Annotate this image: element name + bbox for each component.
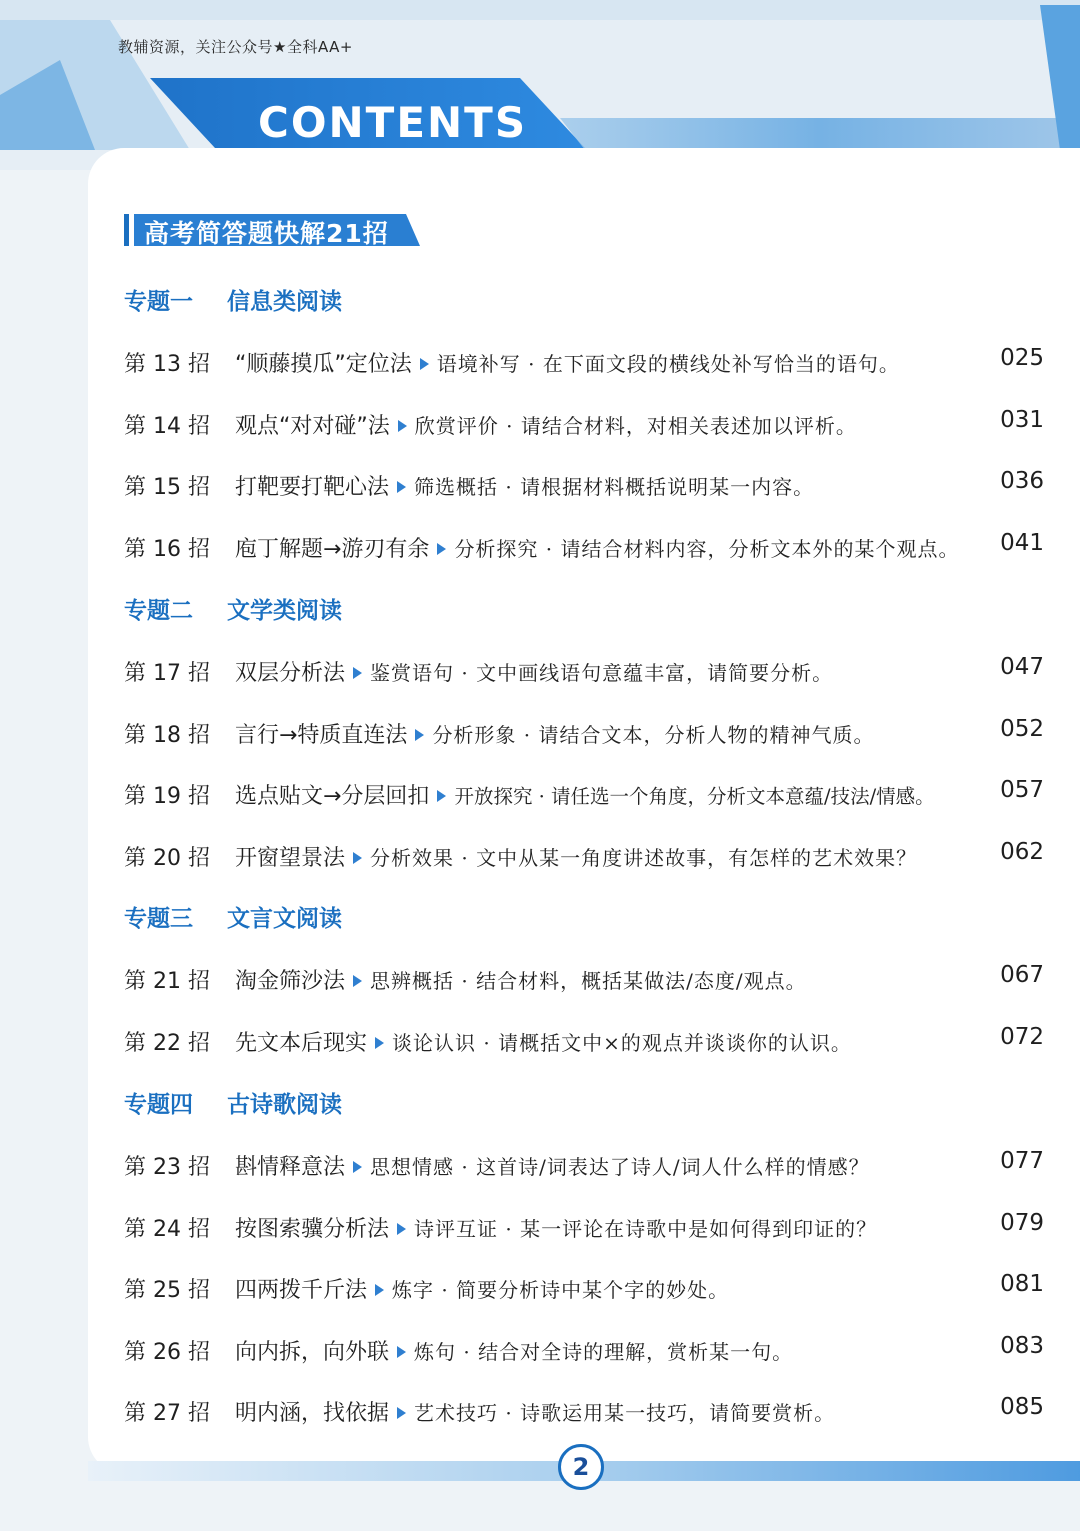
- triangle-arrow-icon: [415, 729, 424, 741]
- entry-number: 第 24 招: [124, 1216, 210, 1242]
- triangle-arrow-icon: [375, 1284, 384, 1296]
- toc-entry[interactable]: [124, 1209, 1044, 1244]
- triangle-arrow-icon: [420, 358, 429, 370]
- entry-page: 041: [1000, 529, 1044, 556]
- entry-page: 031: [1000, 406, 1044, 433]
- entry-method: 按图索骥分析法: [235, 1216, 390, 1242]
- triangle-arrow-icon: [353, 852, 362, 864]
- entry-method: 开窗望景法: [235, 845, 346, 871]
- entry-number: 第 27 招: [124, 1401, 210, 1426]
- entry-method-line: [235, 532, 960, 563]
- entry-page: 083: [1000, 1332, 1044, 1359]
- topic-name: 文学类阅读: [227, 598, 342, 624]
- entry-method: 选点贴文→分层回扣: [235, 784, 430, 809]
- toc-entry[interactable]: [124, 964, 1044, 996]
- entry-number: 第 20 招: [124, 845, 210, 871]
- entry-method-line: [235, 1273, 729, 1304]
- header-band: [0, 0, 1080, 170]
- triangle-arrow-icon: [353, 667, 362, 679]
- entry-page: 072: [1000, 1023, 1044, 1050]
- entry-page: 052: [1000, 715, 1044, 742]
- entry-method-line: [235, 1026, 852, 1057]
- entry-page: 085: [1000, 1394, 1044, 1420]
- entry-method: 斟情释意法: [235, 1155, 346, 1180]
- entry-number: 第 16 招: [124, 536, 210, 562]
- entry-description: 诗评互证 · 某一评论在诗歌中是如何得到印证的？: [414, 1216, 878, 1241]
- entry-number: 第 22 招: [124, 1030, 210, 1056]
- entry-description: 筛选概括 · 请根据材料概括说明某一内容。: [414, 475, 815, 499]
- entry-number: 第 15 招: [124, 475, 210, 500]
- entry-description: 开放探究 · 请任选一个角度，分析文本意蕴/技法/情感。: [454, 785, 935, 808]
- entry-number: 第 18 招: [124, 722, 210, 748]
- topic-name: 文言文阅读: [227, 906, 342, 932]
- entry-method: 观点“对对碰”法: [235, 413, 390, 439]
- toc-entry[interactable]: [124, 406, 1044, 441]
- entry-method-line: [235, 779, 935, 810]
- page-title: CONTENTS: [258, 98, 528, 147]
- entry-method-line: [235, 964, 807, 995]
- triangle-arrow-icon: [353, 975, 362, 987]
- topic-heading: [124, 900, 342, 933]
- entry-description: 艺术技巧 · 诗歌运用某一技巧，请简要赏析。: [414, 1401, 836, 1425]
- entry-method: 先文本后现实: [235, 1030, 368, 1056]
- triangle-arrow-icon: [397, 481, 406, 493]
- watermark-text: 教辅资源，关注公众号★全科AA+: [118, 38, 353, 56]
- entry-page: 025: [1000, 345, 1044, 371]
- entry-method-line: [235, 656, 833, 687]
- entry-method: 明内涵，找依据: [235, 1401, 390, 1426]
- entry-page: 081: [1000, 1271, 1044, 1297]
- entry-description: 谈论认识 · 请概括文中×的观点并谈谈你的认识。: [392, 1030, 852, 1055]
- toc-entry[interactable]: [124, 529, 1044, 564]
- entry-page: 079: [1000, 1209, 1044, 1236]
- entry-description: 思辨概括 · 结合材料，概括某做法/态度/观点。: [370, 969, 807, 993]
- entry-method: 庖丁解题→游刃有余: [235, 536, 430, 562]
- toc-entry[interactable]: [124, 1332, 1044, 1367]
- triangle-arrow-icon: [353, 1161, 362, 1173]
- toc-entry[interactable]: [124, 470, 1044, 502]
- triangle-arrow-icon: [375, 1037, 384, 1049]
- entry-method: “顺藤摸瓜”定位法: [235, 352, 412, 377]
- entry-method: 双层分析法: [235, 661, 346, 686]
- entry-method-line: [235, 409, 857, 440]
- toc-entry[interactable]: [124, 1273, 1044, 1305]
- triangle-arrow-icon: [437, 543, 446, 555]
- topic-name: 信息类阅读: [227, 289, 342, 315]
- entry-page: 067: [1000, 962, 1044, 988]
- entry-number: 第 21 招: [124, 969, 210, 994]
- entry-page: 036: [1000, 468, 1044, 494]
- entry-method-line: [235, 347, 900, 378]
- entry-description: 分析效果 · 文中从某一角度讲述故事，有怎样的艺术效果？: [370, 845, 918, 870]
- entry-method-line: [235, 470, 814, 501]
- entry-number: 第 19 招: [124, 784, 210, 809]
- entry-method-line: [235, 1396, 835, 1427]
- toc-entry[interactable]: [124, 656, 1044, 688]
- entry-number: 第 26 招: [124, 1339, 210, 1365]
- entry-description: 鉴赏语句 · 文中画线语句意蕴丰富，请简要分析。: [370, 661, 834, 685]
- topic-label: 专题一: [124, 289, 193, 315]
- entry-number: 第 14 招: [124, 413, 210, 439]
- entry-method: 向内拆，向外联: [235, 1339, 390, 1365]
- entry-description: 分析形象 · 请结合文本，分析人物的精神气质。: [432, 722, 875, 747]
- toc-entry[interactable]: [124, 1023, 1044, 1058]
- page-number: 2: [558, 1444, 604, 1490]
- topic-label: 专题二: [124, 598, 193, 624]
- topic-label: 专题三: [124, 906, 193, 932]
- topic-heading: [124, 283, 342, 316]
- toc-entry[interactable]: [124, 1150, 1044, 1182]
- toc-entry[interactable]: [124, 1396, 1044, 1428]
- topic-label: 专题四: [124, 1092, 193, 1118]
- entry-method: 言行→特质直连法: [235, 722, 408, 748]
- entry-description: 语境补写 · 在下面文段的横线处补写恰当的语句。: [436, 352, 900, 376]
- entry-page: 057: [1000, 777, 1044, 803]
- entry-method: 淘金筛沙法: [235, 969, 346, 994]
- triangle-arrow-icon: [397, 1223, 406, 1235]
- entry-method-line: [235, 718, 875, 749]
- entry-method-line: [235, 1335, 793, 1366]
- entry-page: 047: [1000, 654, 1044, 680]
- triangle-arrow-icon: [437, 790, 446, 802]
- toc-entry[interactable]: [124, 715, 1044, 750]
- entry-method: 打靶要打靶心法: [235, 475, 390, 500]
- entry-description: 炼句 · 结合对全诗的理解，赏析某一句。: [414, 1339, 794, 1364]
- section-title: 高考简答题快解21招: [144, 219, 389, 248]
- triangle-arrow-icon: [398, 420, 407, 432]
- entry-description: 思想情感 · 这首诗/词表达了诗人/词人什么样的情感？: [370, 1155, 870, 1179]
- toc-entry[interactable]: [124, 779, 1044, 811]
- entry-description: 欣赏评价 · 请结合材料，对相关表述加以评析。: [414, 413, 857, 438]
- toc-entry[interactable]: [124, 347, 1044, 379]
- topic-heading: [124, 1086, 342, 1119]
- entry-number: 第 17 招: [124, 661, 210, 686]
- entry-number: 第 25 招: [124, 1278, 210, 1303]
- triangle-arrow-icon: [397, 1407, 406, 1419]
- entry-method-line: [235, 841, 917, 872]
- triangle-arrow-icon: [397, 1346, 406, 1358]
- entry-description: 炼字 · 简要分析诗中某个字的妙处。: [392, 1278, 730, 1302]
- entry-number: 第 13 招: [124, 352, 210, 377]
- toc-entry[interactable]: [124, 838, 1044, 873]
- entry-method-line: [235, 1212, 877, 1243]
- entry-page: 062: [1000, 838, 1044, 865]
- topic-heading: [124, 592, 342, 625]
- entry-method: 四两拨千斤法: [235, 1278, 368, 1303]
- topic-name: 古诗歌阅读: [227, 1092, 342, 1118]
- entry-page: 077: [1000, 1148, 1044, 1174]
- entry-method-line: [235, 1150, 870, 1181]
- entry-number: 第 23 招: [124, 1155, 210, 1180]
- entry-description: 分析探究 · 请结合材料内容，分析文本外的某个观点。: [454, 536, 960, 561]
